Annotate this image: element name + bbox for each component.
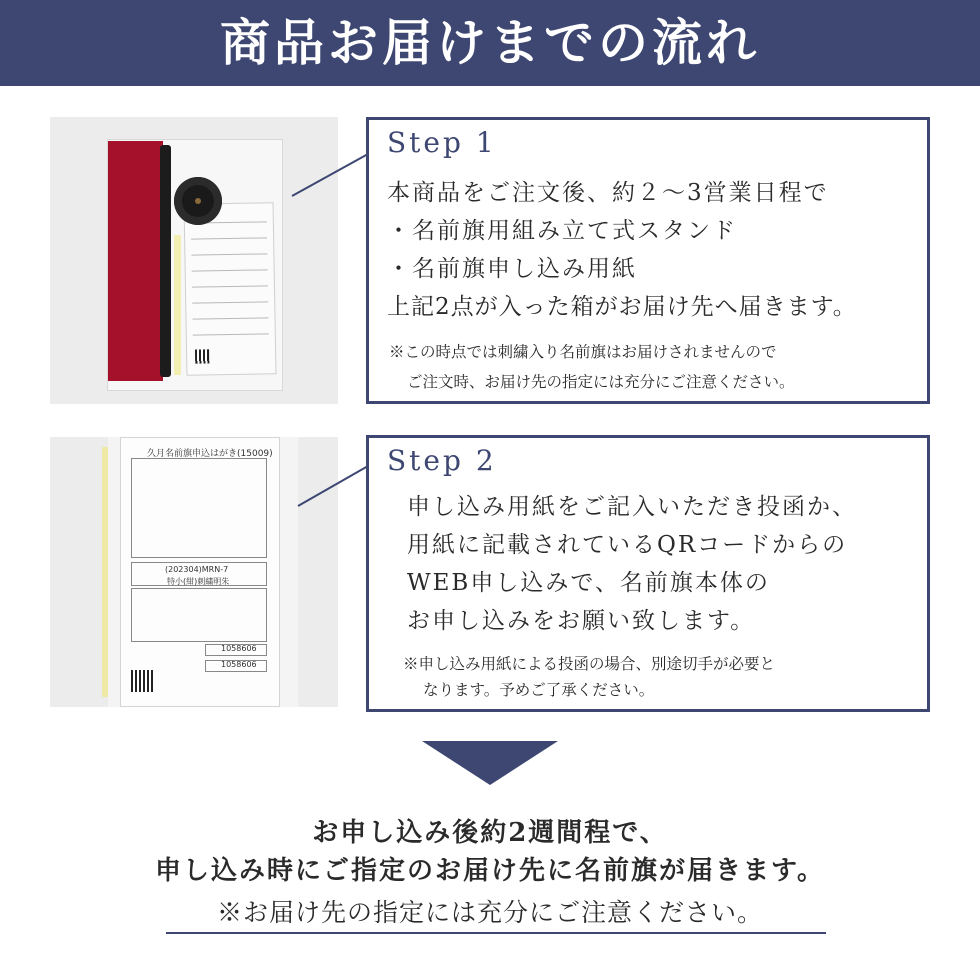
yellow-strip xyxy=(102,447,108,697)
step2-line: 用紙に記載されているQRコードからの xyxy=(407,532,848,558)
form-date-box xyxy=(131,588,267,642)
step1-note: ご注文時、お届け先の指定には充分にご注意ください。 xyxy=(407,373,795,391)
form-header: 久月名前旗申込はがき(15009) xyxy=(147,449,273,459)
step2-line: 申し込み用紙をご記入いただき投函か、 xyxy=(407,494,857,520)
form-number: 1058606 xyxy=(221,660,257,669)
step2-title: Step 2 xyxy=(387,444,497,477)
stand-base-hole xyxy=(195,198,201,204)
bottom-note: ※お届け先の指定には充分にご注意ください。 xyxy=(216,898,763,927)
step1-line: 本商品をご注文後、約２～3営業日程で xyxy=(387,180,829,206)
step2-note: ※申し込み用紙による投函の場合、別途切手が必要と xyxy=(403,655,776,673)
application-form-photo xyxy=(50,437,338,707)
step1-connector xyxy=(290,150,370,200)
step1-title: Step 1 xyxy=(387,126,497,159)
step2-connector xyxy=(296,462,370,510)
qr-code-icon xyxy=(131,670,153,692)
down-arrow-icon xyxy=(422,741,558,785)
red-case xyxy=(108,141,163,381)
step1-note: ※この時点では刺繍入り名前旗はお届けされませんので xyxy=(389,343,777,361)
step2-line: WEB申し込みで、名前旗本体の xyxy=(407,570,770,596)
bottom-note-underline xyxy=(166,932,826,934)
step1-line: ・名前旗用組み立て式スタンド xyxy=(387,218,737,244)
step1-line: ・名前旗申し込み用紙 xyxy=(387,256,637,282)
application-form xyxy=(120,437,280,707)
step2-box xyxy=(366,435,930,712)
qr-code-icon xyxy=(195,349,209,363)
form-code: (202304)MRN-7 xyxy=(165,565,229,574)
bottom-message-line1: お申し込み後約2週間程で、 xyxy=(312,818,668,848)
step2-line: お申し込みをお願い致します。 xyxy=(407,608,756,634)
form-product: 特小(紺)刺繍明朱 xyxy=(167,577,230,586)
bottom-message-line2: 申し込み時にご指定のお届け先に名前旗が届きます。 xyxy=(155,856,825,886)
application-form-thumbnail xyxy=(184,202,277,376)
step2-note: なります。予めご了承ください。 xyxy=(423,681,655,699)
step1-box xyxy=(366,117,930,404)
yellow-strip xyxy=(174,235,181,375)
form-number: 1058606 xyxy=(221,644,257,653)
page-title: 商品お届けまでの流れ xyxy=(220,13,760,72)
form-address-box xyxy=(131,458,267,558)
stand-pole xyxy=(160,145,171,377)
step1-line: 上記2点が入った箱がお届け先へ届きます。 xyxy=(387,294,857,320)
